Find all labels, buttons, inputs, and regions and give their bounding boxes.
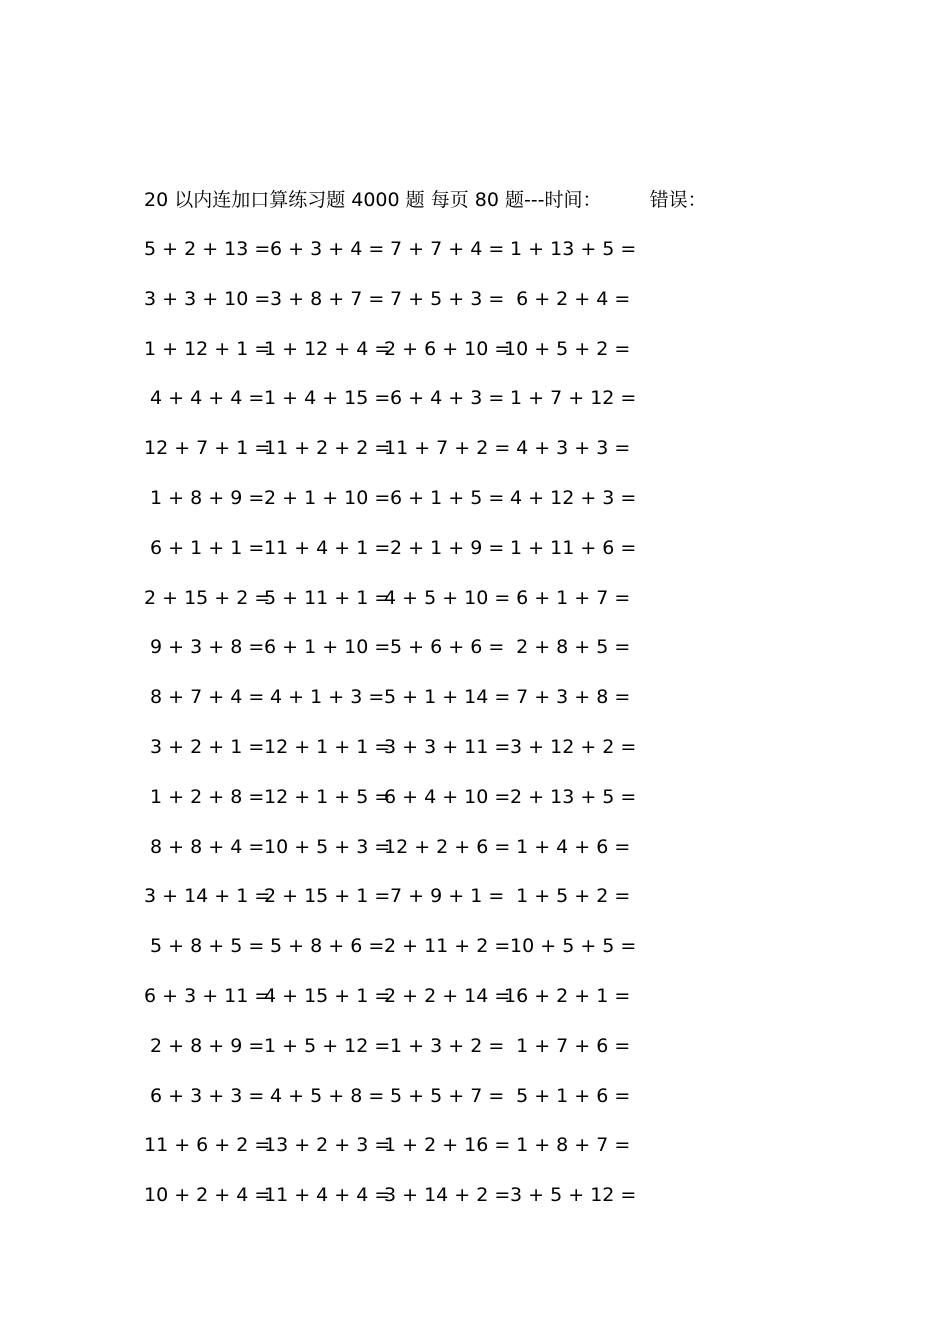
problem-row: [144, 584, 644, 634]
problem-item: 2 + 8 + 9 =: [144, 1034, 265, 1057]
problem-row: [144, 733, 644, 783]
problem-item: 3 + 14 + 1 =: [144, 885, 271, 908]
problem-row: [144, 833, 644, 883]
problem-item: 4 + 5 + 10 =: [384, 586, 511, 609]
problem-item: 11 + 6 + 2 =: [144, 1134, 271, 1157]
problem-item: 1 + 8 + 9 =: [144, 486, 265, 509]
problem-item: 2 + 13 + 5 =: [504, 785, 637, 808]
worksheet-title: 20 以内连加口算练习题 4000 题 每页 80 题---时间：: [144, 189, 602, 211]
problem-item: 5 + 11 + 1 =: [264, 586, 391, 609]
problem-row: [144, 882, 644, 932]
problem-item: 6 + 3 + 11 =: [144, 984, 271, 1007]
problem-item: 6 + 1 + 5 =: [384, 486, 505, 509]
problem-item: 1 + 5 + 12 =: [264, 1034, 391, 1057]
problem-item: 4 + 1 + 3 =: [264, 686, 385, 709]
problem-row: [144, 285, 644, 335]
problem-item: 12 + 1 + 1 =: [264, 735, 391, 758]
problem-item: 10 + 2 + 4 =: [144, 1184, 271, 1207]
problem-item: 8 + 8 + 4 =: [144, 835, 265, 858]
problem-grid: [144, 235, 644, 1231]
problem-item: 1 + 7 + 6 =: [504, 1034, 631, 1057]
problem-row: [144, 534, 644, 584]
problem-row: [144, 1082, 644, 1132]
problem-item: 1 + 12 + 1 =: [144, 337, 271, 360]
worksheet-header: [144, 186, 707, 214]
problem-item: 12 + 7 + 1 =: [144, 437, 271, 460]
problem-item: 6 + 4 + 10 =: [384, 785, 511, 808]
problem-item: 3 + 8 + 7 =: [264, 287, 385, 310]
problem-item: 1 + 7 + 12 =: [504, 387, 637, 410]
problem-item: 2 + 15 + 2 =: [144, 586, 271, 609]
problem-item: 1 + 11 + 6 =: [504, 536, 637, 559]
problem-item: 5 + 1 + 14 =: [384, 686, 511, 709]
problem-item: 5 + 5 + 7 =: [384, 1084, 505, 1107]
problem-item: 5 + 8 + 5 =: [144, 935, 265, 958]
problem-item: 1 + 5 + 2 =: [504, 885, 631, 908]
problem-item: 2 + 6 + 10 =: [384, 337, 511, 360]
problem-item: 12 + 2 + 6 =: [384, 835, 511, 858]
problem-item: 7 + 3 + 8 =: [504, 686, 631, 709]
problem-row: [144, 484, 644, 534]
problem-item: 4 + 15 + 1 =: [264, 984, 391, 1007]
problem-item: 6 + 3 + 3 =: [144, 1084, 265, 1107]
problem-row: [144, 982, 644, 1032]
problem-item: 1 + 4 + 15 =: [264, 387, 391, 410]
problem-item: 11 + 4 + 1 =: [264, 536, 391, 559]
problem-item: 6 + 1 + 10 =: [264, 636, 391, 659]
problem-item: 8 + 7 + 4 =: [144, 686, 265, 709]
problem-item: 9 + 3 + 8 =: [144, 636, 265, 659]
problem-item: 3 + 2 + 1 =: [144, 735, 265, 758]
problem-item: 13 + 2 + 3 =: [264, 1134, 391, 1157]
problem-item: 4 + 5 + 8 =: [264, 1084, 385, 1107]
problem-item: 5 + 1 + 6 =: [504, 1084, 631, 1107]
problem-item: 1 + 3 + 2 =: [384, 1034, 505, 1057]
problem-item: 1 + 4 + 6 =: [504, 835, 631, 858]
problem-row: [144, 1032, 644, 1082]
problem-item: 5 + 2 + 13 =: [144, 238, 271, 260]
problem-item: 2 + 2 + 14 =: [384, 984, 511, 1007]
problem-item: 2 + 1 + 10 =: [264, 486, 391, 509]
problem-item: 2 + 8 + 5 =: [504, 636, 631, 659]
problem-row: [144, 384, 644, 434]
problem-item: 2 + 11 + 2 =: [384, 935, 511, 958]
problem-item: 6 + 2 + 4 =: [504, 287, 631, 310]
problem-item: 11 + 4 + 4 =: [264, 1184, 391, 1207]
problem-item: 3 + 5 + 12 =: [504, 1184, 637, 1207]
problem-item: 3 + 12 + 2 =: [504, 735, 637, 758]
problem-item: 3 + 3 + 10 =: [144, 287, 271, 310]
problem-item: 10 + 5 + 2 =: [504, 337, 631, 360]
problem-item: 4 + 3 + 3 =: [504, 437, 631, 460]
problem-row: [144, 1181, 644, 1231]
problem-item: 1 + 2 + 8 =: [144, 785, 265, 808]
problem-row: [144, 633, 644, 683]
problem-item: 1 + 2 + 16 =: [384, 1134, 511, 1157]
problem-item: 6 + 4 + 3 =: [384, 387, 505, 410]
problem-item: 1 + 12 + 4 =: [264, 337, 391, 360]
problem-item: 16 + 2 + 1 =: [504, 984, 631, 1007]
errors-label: 错误：: [649, 189, 707, 211]
problem-item: 1 + 8 + 7 =: [504, 1134, 631, 1157]
problem-item: 6 + 1 + 7 =: [504, 586, 631, 609]
problem-row: [144, 683, 644, 733]
problem-item: 7 + 9 + 1 =: [384, 885, 505, 908]
problem-item: 4 + 4 + 4 =: [144, 387, 265, 410]
problem-item: 3 + 3 + 11 =: [384, 735, 511, 758]
problem-row: [144, 235, 644, 285]
problem-item: 12 + 1 + 5 =: [264, 785, 391, 808]
problem-item: 11 + 7 + 2 =: [384, 437, 511, 460]
problem-item: 10 + 5 + 5 =: [504, 935, 637, 958]
problem-item: 3 + 14 + 2 =: [384, 1184, 511, 1207]
problem-item: 5 + 8 + 6 =: [264, 935, 385, 958]
problem-item: 7 + 5 + 3 =: [384, 287, 505, 310]
problem-row: [144, 1131, 644, 1181]
problem-row: [144, 932, 644, 982]
problem-row: [144, 783, 644, 833]
problem-item: 7 + 7 + 4 =: [384, 238, 505, 260]
problem-item: 5 + 6 + 6 =: [384, 636, 505, 659]
problem-item: 10 + 5 + 3 =: [264, 835, 391, 858]
problem-item: 2 + 15 + 1 =: [264, 885, 391, 908]
problem-row: [144, 335, 644, 385]
problem-item: 6 + 1 + 1 =: [144, 536, 265, 559]
problem-item: 11 + 2 + 2 =: [264, 437, 391, 460]
problem-item: 4 + 12 + 3 =: [504, 486, 637, 509]
problem-item: 2 + 1 + 9 =: [384, 536, 505, 559]
problem-item: 1 + 13 + 5 =: [504, 238, 637, 260]
problem-item: 6 + 3 + 4 =: [264, 238, 385, 260]
problem-row: [144, 434, 644, 484]
